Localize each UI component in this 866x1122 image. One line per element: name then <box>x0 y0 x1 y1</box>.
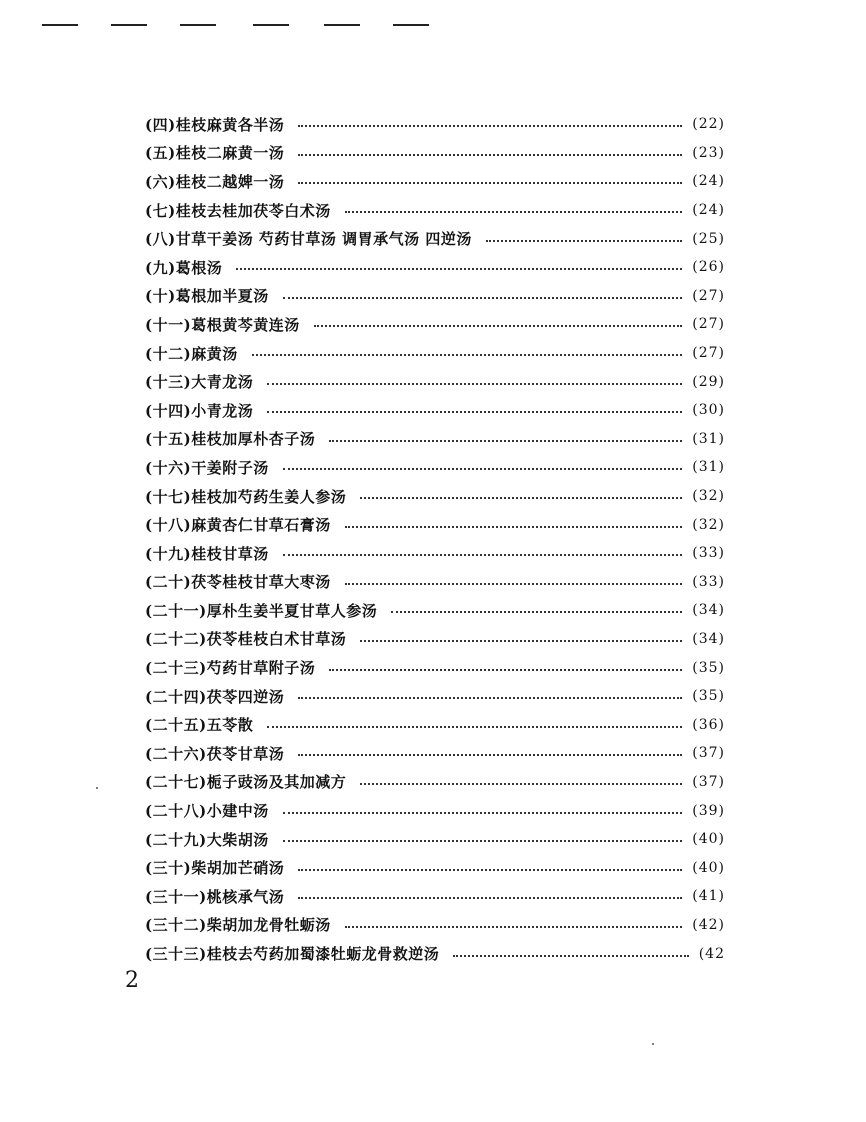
toc-entry <box>145 482 725 511</box>
header-rule <box>253 24 289 26</box>
toc-entry <box>145 139 725 168</box>
dot-leader <box>283 554 683 556</box>
dot-leader <box>298 182 682 184</box>
toc-entry-page: (37) <box>692 745 725 762</box>
toc-entry <box>145 710 725 739</box>
toc-entry-page: (42) <box>692 916 725 933</box>
toc-entry-page: (27) <box>692 287 725 304</box>
toc-entry <box>145 739 725 768</box>
toc-entry-title: (十)葛根加半夏汤 <box>145 287 269 306</box>
toc-entry-title: (十四)小青龙汤 <box>145 401 254 420</box>
toc-entry-title: (八)甘草干姜汤 芍药甘草汤 调胃承气汤 四逆汤 <box>145 230 472 249</box>
toc-entry <box>145 425 725 454</box>
toc-entry-title: (十一)葛根黄芩黄连汤 <box>145 315 300 334</box>
toc-entry-page: (23) <box>692 144 725 161</box>
toc-entry-page: (30) <box>692 402 725 419</box>
dot-leader <box>329 440 682 442</box>
toc-entry <box>145 224 725 253</box>
toc-entry-title: (五)桂枝二麻黄一汤 <box>145 144 285 163</box>
toc-entry <box>145 825 725 854</box>
toc-entry-title: (三十)柴胡加芒硝汤 <box>145 859 285 878</box>
toc-entry-title: (二十四)茯苓四逆汤 <box>145 687 285 706</box>
dot-leader <box>360 640 682 642</box>
toc-entry-title: (二十七)栀子豉汤及其加减方 <box>145 773 347 792</box>
dot-leader <box>345 583 683 585</box>
dot-leader <box>283 297 683 299</box>
toc-entry-title: (十二)麻黄汤 <box>145 344 238 363</box>
toc-entry-page: (36) <box>692 716 725 733</box>
dot-leader <box>486 240 682 242</box>
toc-entry-page: (24) <box>692 202 725 219</box>
toc-entry-page: (35) <box>692 659 725 676</box>
dot-leader <box>360 497 682 499</box>
toc-entry-title: (十八)麻黄杏仁甘草石膏汤 <box>145 516 331 535</box>
toc-entry-title: (三十三)桂枝去芍药加蜀漆牡蛎龙骨救逆汤 <box>145 945 440 964</box>
toc-entry-page: (26) <box>692 259 725 276</box>
dot-leader <box>314 325 683 327</box>
toc-entry-page: (31) <box>692 459 725 476</box>
toc-entry <box>145 253 725 282</box>
toc-entry <box>145 882 725 911</box>
toc-entry-page: (33) <box>692 545 725 562</box>
dot-leader <box>267 383 682 385</box>
toc-entry <box>145 911 725 940</box>
toc-entry-title: (二十九)大柴胡汤 <box>145 830 269 849</box>
toc-entry <box>145 310 725 339</box>
toc-entry-title: (二十五)五苓散 <box>145 716 254 735</box>
header-rule <box>111 24 147 26</box>
dot-leader <box>298 125 682 127</box>
toc-entry-title: (九)葛根汤 <box>145 258 223 277</box>
toc-entry-title: (二十一)厚朴生姜半夏甘草人参汤 <box>145 601 378 620</box>
toc-entry-page: (42 <box>698 945 725 962</box>
toc-entry <box>145 768 725 797</box>
toc-entry-page: (31) <box>692 430 725 447</box>
toc-entry-page: (34) <box>692 630 725 647</box>
toc-entry-page: (22) <box>692 116 725 133</box>
toc-entry-title: (六)桂枝二越婢一汤 <box>145 172 285 191</box>
header-rule <box>393 24 429 26</box>
toc-entry <box>145 339 725 368</box>
toc-entry-page: (32) <box>692 488 725 505</box>
toc-entry <box>145 539 725 568</box>
dot-leader <box>283 840 683 842</box>
toc-entry <box>145 367 725 396</box>
toc-entry-page: (33) <box>692 573 725 590</box>
toc-entry-title: (四)桂枝麻黄各半汤 <box>145 115 285 134</box>
dot-leader <box>345 526 683 528</box>
dot-leader <box>345 211 683 213</box>
toc-entry-page: (40) <box>692 859 725 876</box>
toc-entry <box>145 110 725 139</box>
toc-entry-page: (29) <box>692 373 725 390</box>
toc-entry-title: (二十)茯苓桂枝甘草大枣汤 <box>145 573 331 592</box>
toc-entry <box>145 625 725 654</box>
page-number: 2 <box>125 968 139 993</box>
toc-entry <box>145 167 725 196</box>
header-rules <box>0 24 866 30</box>
toc-entry-page: (24) <box>692 173 725 190</box>
toc-entry-title: (二十六)茯苓甘草汤 <box>145 744 285 763</box>
dot-leader <box>267 726 682 728</box>
toc-entry-title: (十五)桂枝加厚朴杏子汤 <box>145 430 316 449</box>
toc-entry-page: (27) <box>692 345 725 362</box>
toc-entry-page: (40) <box>692 831 725 848</box>
dot-leader <box>391 611 682 613</box>
dot-leader <box>360 783 682 785</box>
toc-entry <box>145 796 725 825</box>
toc-entry-page: (32) <box>692 516 725 533</box>
dot-leader <box>298 754 682 756</box>
toc-entry <box>145 396 725 425</box>
toc-entry <box>145 853 725 882</box>
toc-entry <box>145 682 725 711</box>
scan-speck <box>96 787 98 789</box>
toc-entry-title: (十九)桂枝甘草汤 <box>145 544 269 563</box>
toc-entry <box>145 939 725 968</box>
toc-entry-page: (27) <box>692 316 725 333</box>
toc-entry <box>145 653 725 682</box>
toc-entry-title: (二十二)茯苓桂枝白术甘草汤 <box>145 630 347 649</box>
header-rule <box>180 24 216 26</box>
toc-entry-title: (三十二)柴胡加龙骨牡蛎汤 <box>145 916 331 935</box>
toc-entry-title: (三十一)桃核承气汤 <box>145 887 285 906</box>
dot-leader <box>252 354 683 356</box>
toc-entry <box>145 196 725 225</box>
toc-entry-title: (二十八)小建中汤 <box>145 802 269 821</box>
toc-entry-page: (34) <box>692 602 725 619</box>
dot-leader <box>298 897 682 899</box>
toc-entry-title: (七)桂枝去桂加茯苓白术汤 <box>145 201 331 220</box>
toc-entry-title: (十三)大青龙汤 <box>145 373 254 392</box>
toc-entry <box>145 596 725 625</box>
dot-leader <box>329 669 682 671</box>
dot-leader <box>298 697 682 699</box>
dot-leader <box>345 926 683 928</box>
toc-entry-title: (十六)干姜附子汤 <box>145 458 269 477</box>
toc-entry-page: (35) <box>692 688 725 705</box>
dot-leader <box>298 869 682 871</box>
table-of-contents <box>145 110 725 968</box>
header-rule <box>42 24 78 26</box>
toc-entry-page: (39) <box>692 802 725 819</box>
toc-entry <box>145 568 725 597</box>
toc-entry-page: (41) <box>692 888 725 905</box>
dot-leader <box>453 955 689 957</box>
header-rule <box>324 24 360 26</box>
toc-entry <box>145 510 725 539</box>
dot-leader <box>283 812 683 814</box>
dot-leader <box>236 268 682 270</box>
toc-entry-page: (25) <box>692 230 725 247</box>
scan-speck <box>652 1043 654 1045</box>
dot-leader <box>298 154 682 156</box>
dot-leader <box>267 411 682 413</box>
toc-entry <box>145 453 725 482</box>
toc-entry-page: (37) <box>692 773 725 790</box>
toc-entry-title: (十七)桂枝加芍药生姜人参汤 <box>145 487 347 506</box>
toc-entry <box>145 282 725 311</box>
toc-entry-title: (二十三)芍药甘草附子汤 <box>145 659 316 678</box>
dot-leader <box>283 468 683 470</box>
